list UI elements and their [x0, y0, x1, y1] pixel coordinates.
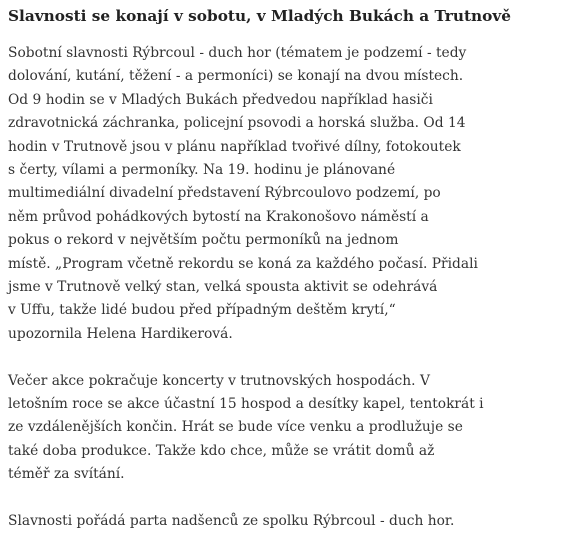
paragraph-line: jsme v Trutnově velký stan, velká spousta aktivit se odehrává — [8, 279, 438, 296]
paragraph-line: místě. „Program včetně rekordu se koná za každého počasí. Přidali — [8, 255, 478, 272]
article-paragraph-3 — [8, 510, 567, 533]
paragraph-line: s čerty, vílami a permoníky. Na 19. hodinu je plánované — [8, 162, 396, 179]
article-paragraph-1 — [8, 42, 567, 346]
paragraph-line: dolování, kutání, těžení - a permoníci) se konají na dvou místech. — [8, 68, 464, 85]
paragraph-line: Večer akce pokračuje koncerty v trutnovských hospodách. V — [8, 372, 430, 389]
paragraph-line: něm průvod pohádkových bytostí na Krakonošovo náměstí a — [8, 208, 429, 225]
paragraph-line: pokus o rekord v největším počtu permoníků na jednom — [8, 232, 399, 249]
paragraph-line: zdravotnická záchranka, policejní psovodi a horská služba. Od 14 — [8, 115, 466, 132]
paragraph-line: Sobotní slavnosti Rýbrcoul - duch hor (tématem je podzemí - tedy — [8, 45, 467, 61]
paragraph-line: téměř za svítání. — [8, 466, 125, 483]
paragraph-line: také doba produkce. Takže kdo chce, může se vrátit domů až — [8, 442, 435, 459]
paragraph-line: upozornila Helena Hardikerová. — [8, 325, 233, 342]
paragraph-line: hodin v Trutnově jsou v plánu například tvořivé dílny, fotokoutek — [8, 138, 461, 155]
paragraph-line: multimediální divadelní představení Rýbrcoulovo podzemí, po — [8, 185, 441, 202]
paragraph-line: Od 9 hodin se v Mladých Bukách předvedou například hasiči — [8, 91, 433, 108]
paragraph-line: v Uffu, takže lidé budou před případným deštěm krytí,“ — [8, 302, 396, 319]
article-paragraph-2 — [8, 370, 567, 487]
paragraph-line: ze vzdálenějších končin. Hrát se bude více venku a prodlužuje se — [8, 419, 463, 436]
paragraph-line: Slavnosti pořádá parta nadšenců ze spolku Rýbrcoul - duch hor. — [8, 513, 455, 530]
article-title: Slavnosti se konají v sobotu, v Mladých Bukách a Trutnově — [8, 7, 511, 25]
paragraph-line: letošním roce se akce účastní 15 hospod a desítky kapel, tentokrát i — [8, 396, 484, 413]
